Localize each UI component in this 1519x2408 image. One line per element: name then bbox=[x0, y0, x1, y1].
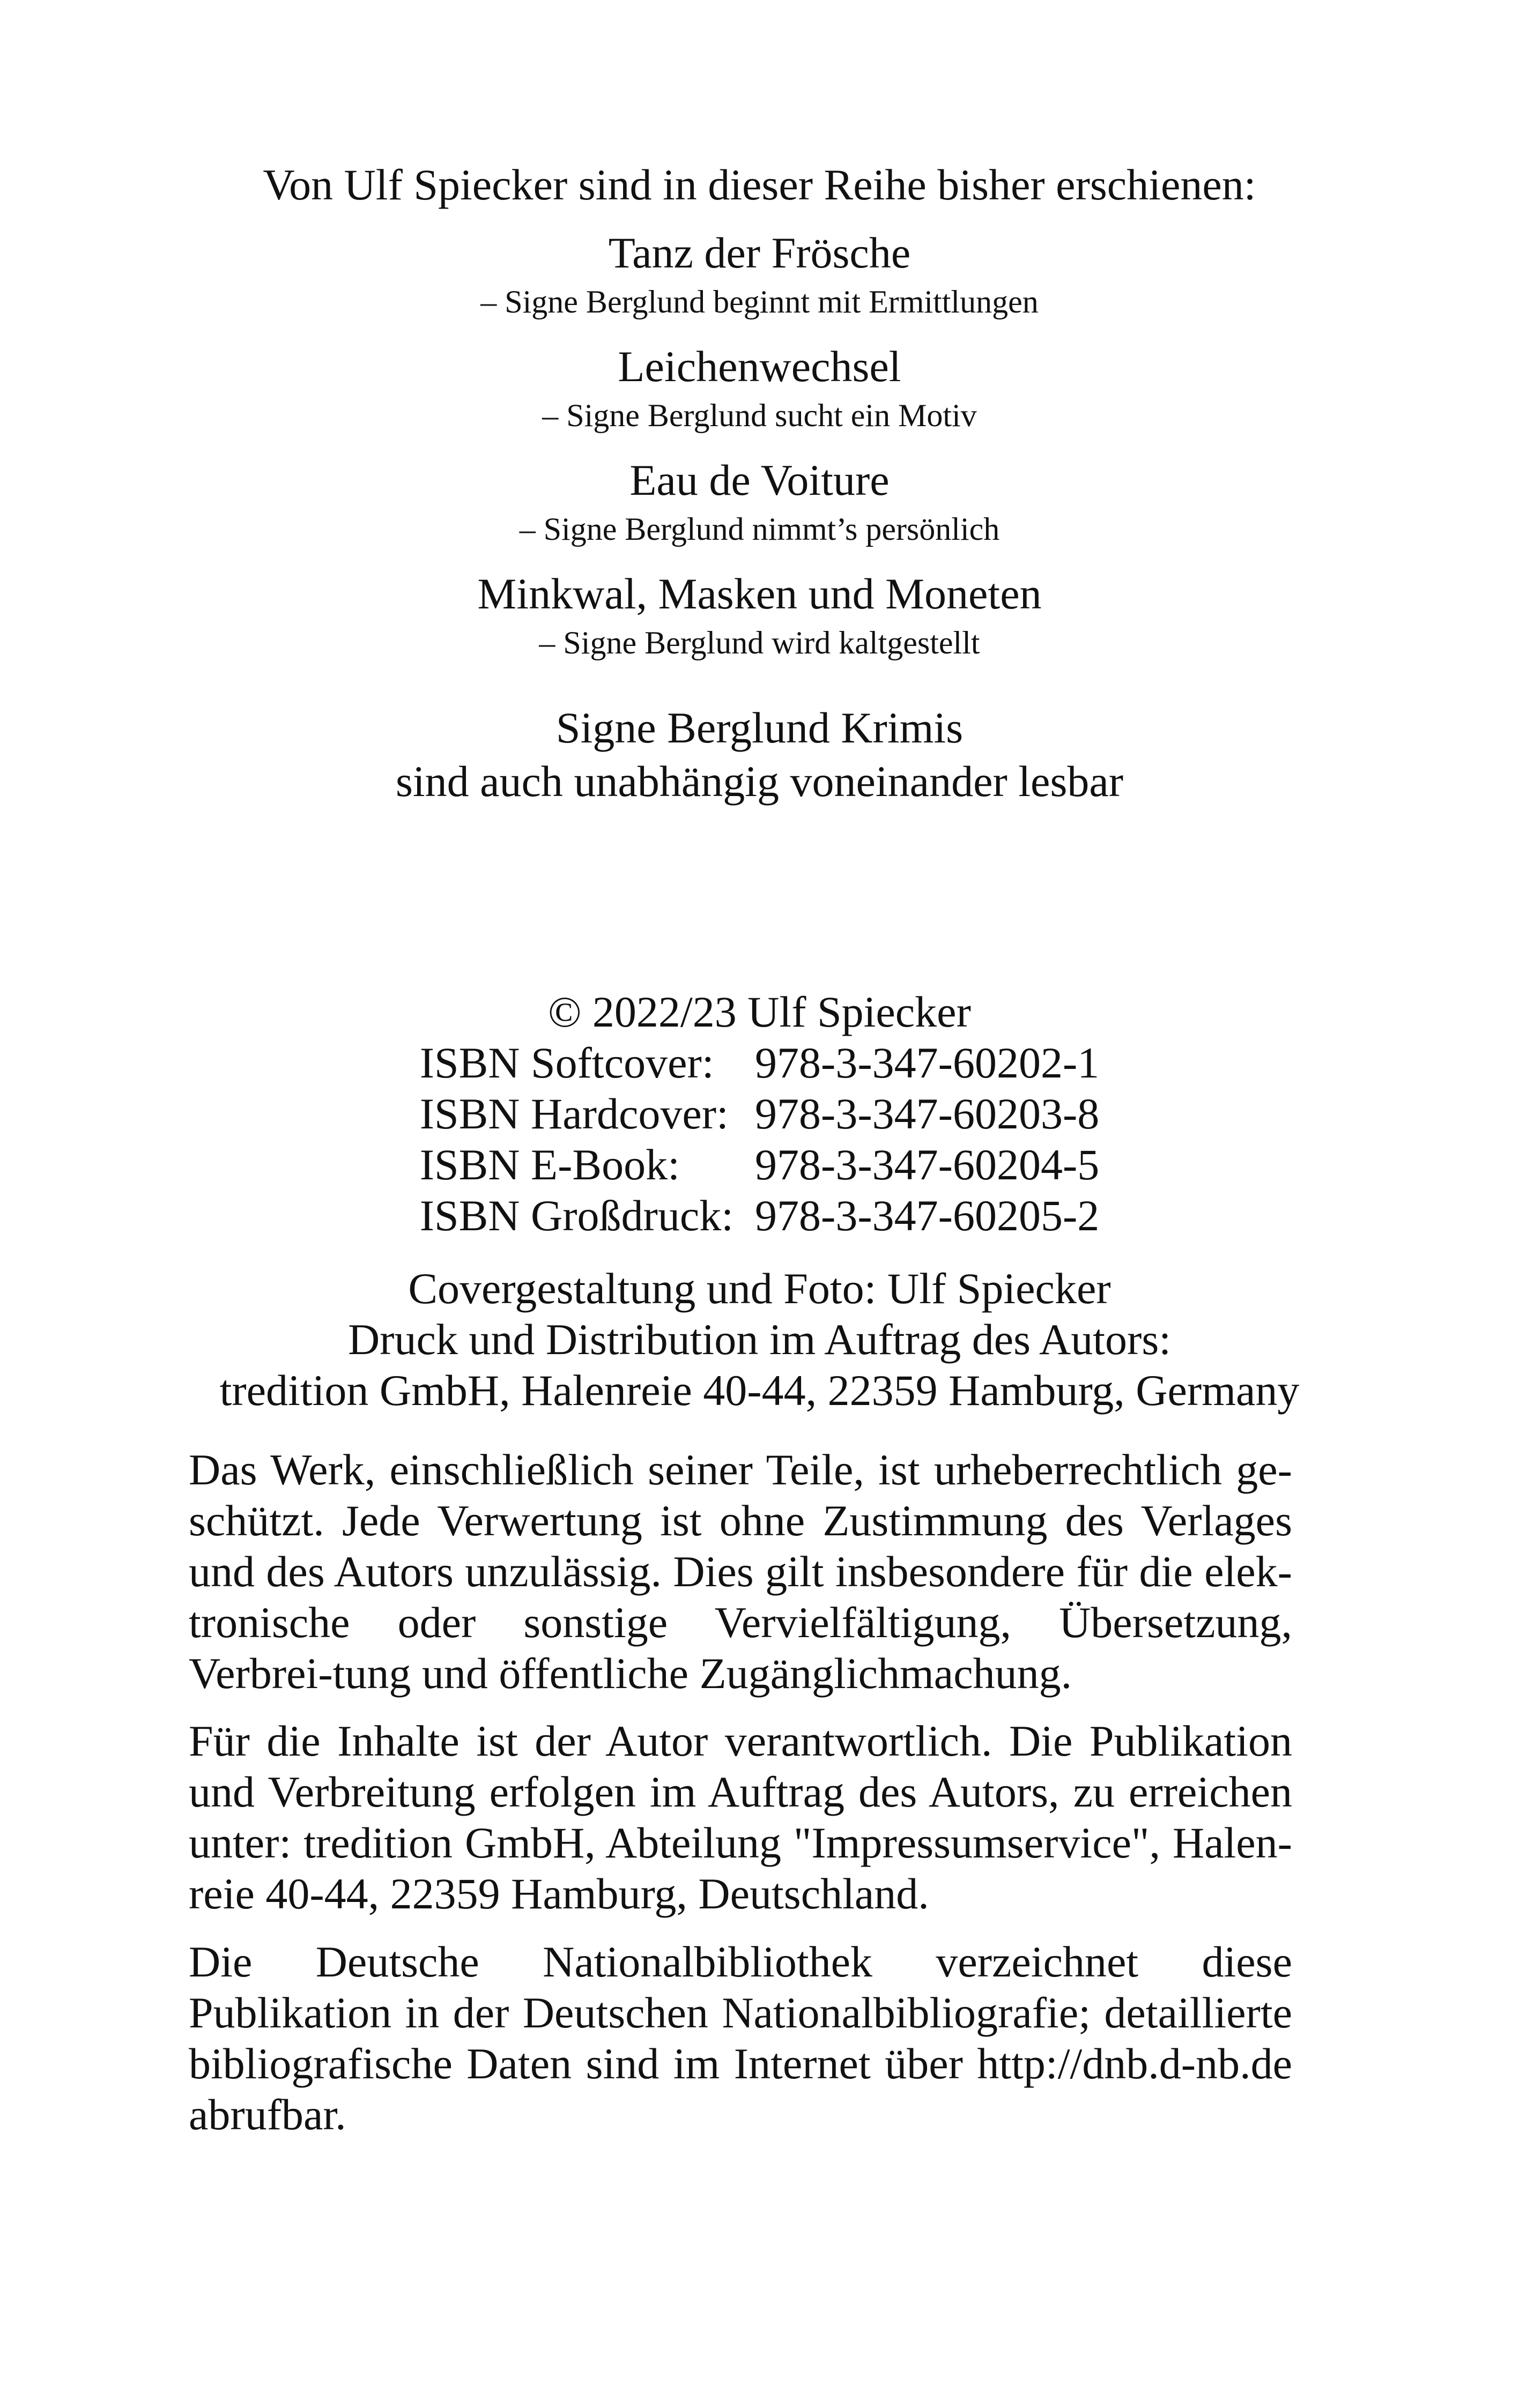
series-intro: Von Ulf Spiecker sind in dieser Reihe bisher erschienen: bbox=[263, 160, 1256, 209]
isbn-value: 978-3-347-60205-2 bbox=[755, 1191, 1100, 1240]
book-subtitle: – Signe Berglund wird kaltgestellt bbox=[539, 625, 980, 660]
publisher-address: tredition GmbH, Halenreie 40-44, 22359 Hamburg, Germany bbox=[219, 1366, 1300, 1415]
book-title: Eau de Voiture bbox=[629, 456, 890, 504]
book-subtitle: – Signe Berglund beginnt mit Ermittlungen bbox=[480, 284, 1039, 319]
book-title: Leichenwechsel bbox=[618, 342, 901, 391]
legal-paragraph-copyright: Das Werk, einschließlich seiner Teile, ist urheberrechtlich ge-schützt. Jede Verwertung ist ohne Zustimmung des Verlages und des Autors unzulässig. Dies gilt insbesondere für die elek-tronische oder sonstige Vervielfältigung, Übersetzung, Verbrei-tung und öffentliche Zugänglichmachung. bbox=[189, 1445, 1292, 1698]
isbn-row bbox=[420, 1139, 1100, 1190]
isbn-label: ISBN Großdruck: bbox=[419, 1191, 734, 1240]
isbn-label: ISBN Hardcover: bbox=[419, 1089, 729, 1138]
legal-paragraph-responsibility: Für die Inhalte ist der Autor verantwortlich. Die Publikation und Verbreitung erfolgen im Auftrag des Autors, zu erreichen unter: tredition GmbH, Abteilung "Impressumservice", Halen-reie 40-44, 22359 Hamburg, Deutschland. bbox=[189, 1716, 1292, 1918]
book-title: Minkwal, Masken und Moneten bbox=[477, 569, 1042, 618]
series-note-line2: sind auch unabhängig voneinander lesbar bbox=[395, 757, 1124, 806]
book-title: Tanz der Frösche bbox=[608, 228, 911, 277]
book-subtitle: – Signe Berglund nimmt’s persönlich bbox=[519, 511, 1000, 547]
credits-block bbox=[0, 1263, 1519, 1416]
isbn-value: 978-3-347-60203-8 bbox=[755, 1089, 1100, 1138]
book-entry bbox=[0, 566, 1519, 664]
series-list bbox=[0, 155, 1519, 808]
isbn-label: ISBN E-Book: bbox=[419, 1140, 680, 1189]
cover-credit: Covergestaltung und Foto: Ulf Spiecker bbox=[408, 1264, 1111, 1313]
print-credit: Druck und Distribution im Auftrag des Autors: bbox=[347, 1315, 1172, 1364]
copyright-line: © 2022/23 Ulf Spiecker bbox=[548, 987, 971, 1036]
book-entry bbox=[0, 225, 1519, 323]
isbn-table bbox=[420, 1037, 1100, 1241]
isbn-label: ISBN Softcover: bbox=[419, 1038, 714, 1087]
legal-paragraph-dnb: Die Deutsche Nationalbibliothek verzeichnet diese Publikation in der Deutschen Nationalbibliografie; detaillierte bibliografische Daten sind im Internet über http://dnb.d-nb.de abrufbar. bbox=[189, 1937, 1292, 2139]
isbn-row bbox=[420, 1037, 1100, 1088]
isbn-row bbox=[420, 1190, 1100, 1241]
copyright-block bbox=[0, 986, 1519, 1241]
book-subtitle: – Signe Berglund sucht ein Motiv bbox=[542, 398, 977, 433]
book-entry bbox=[0, 339, 1519, 436]
series-note-line1: Signe Berglund Krimis bbox=[555, 703, 964, 752]
isbn-value: 978-3-347-60204-5 bbox=[755, 1140, 1100, 1189]
book-entry bbox=[0, 452, 1519, 550]
isbn-value: 978-3-347-60202-1 bbox=[755, 1038, 1100, 1087]
isbn-row bbox=[420, 1088, 1100, 1139]
series-note bbox=[0, 701, 1519, 808]
